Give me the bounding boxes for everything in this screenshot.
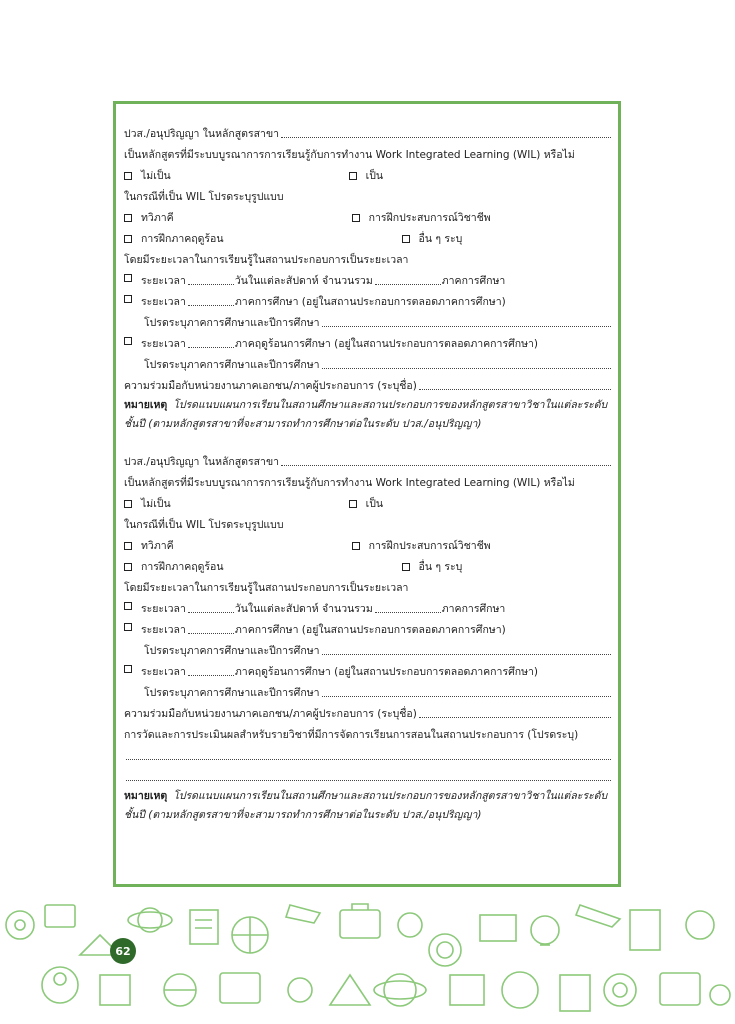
format-row-2 bbox=[124, 225, 612, 246]
checkbox-duration-3[interactable] bbox=[124, 665, 132, 673]
program-label: ปวส./อนุปริญญา ในหลักสูตรสาขา bbox=[124, 128, 280, 140]
duration-row-3 bbox=[124, 330, 612, 351]
duration-blank[interactable] bbox=[188, 675, 234, 676]
grid-icon bbox=[100, 975, 130, 1005]
duration-blank[interactable] bbox=[188, 612, 234, 613]
semester-year-label: โปรดระบุภาคการศึกษาและปีการศึกษา bbox=[144, 645, 320, 657]
summer-full-label: ภาคฤดูร้อนการศึกษา (อยู่ในสถานประกอบการตลอดภาคการศึกษา) bbox=[234, 338, 539, 350]
duration-row-1 bbox=[124, 267, 612, 288]
semester-year-line bbox=[124, 637, 612, 658]
duration-row-2 bbox=[124, 288, 612, 309]
format-summer-label: การฝึกภาคฤดูร้อน bbox=[141, 561, 224, 573]
semester-year-line bbox=[124, 309, 612, 330]
duration-label: ระยะเวลา bbox=[141, 296, 186, 308]
option-yes-label: เป็น bbox=[365, 498, 384, 510]
duration-blank[interactable] bbox=[188, 633, 234, 634]
format-practicum-label: การฝึกประสบการณ์วิชาชีพ bbox=[368, 540, 491, 552]
checkbox-not-wil[interactable] bbox=[124, 172, 132, 180]
checkbox-duration-1[interactable] bbox=[124, 274, 132, 282]
semester-year-blank[interactable] bbox=[322, 326, 611, 327]
summer-full-label: ภาคฤดูร้อนการศึกษา (อยู่ในสถานประกอบการตลอดภาคการศึกษา) bbox=[234, 666, 539, 678]
checkbox-duration-2[interactable] bbox=[124, 295, 132, 303]
semester-year-line-2 bbox=[124, 679, 612, 700]
presentation-icon bbox=[480, 915, 516, 941]
semester-year-label: โปรดระบุภาคการศึกษาและปีการศึกษา bbox=[144, 687, 320, 699]
semester-label: ภาคการศึกษา bbox=[441, 603, 506, 615]
checkbox-practicum[interactable] bbox=[352, 214, 360, 222]
gear-icon bbox=[686, 911, 714, 939]
checkbox-not-wil[interactable] bbox=[124, 500, 132, 508]
collaboration-blank[interactable] bbox=[419, 717, 611, 718]
duration-blank[interactable] bbox=[188, 284, 234, 285]
monitor-icon bbox=[660, 973, 700, 1005]
format-row-2 bbox=[124, 553, 612, 574]
assessment-blank-1[interactable] bbox=[124, 742, 612, 763]
assessment-blank[interactable] bbox=[126, 780, 611, 781]
semester-year-label: โปรดระบุภาคการศึกษาและปีการศึกษา bbox=[144, 359, 320, 371]
checkbox-duration-2[interactable] bbox=[124, 623, 132, 631]
program-line bbox=[124, 120, 612, 141]
program-line bbox=[124, 448, 612, 469]
duration-prompt: โดยมีระยะเวลาในการเรียนรู้ในสถานประกอบการเป็นระยะเวลา bbox=[124, 582, 409, 594]
note-1 bbox=[124, 393, 612, 434]
note-2 bbox=[124, 784, 612, 825]
wil-format-prompt: ในกรณีที่เป็น WIL โปรดระบุรูปแบบ bbox=[124, 519, 284, 531]
format-dual-label: ทวิภาคี bbox=[141, 540, 174, 552]
program-blank[interactable] bbox=[281, 465, 611, 466]
assessment-line: การวัดและการประเมินผลสำหรับรายวิชาที่มีการจัดการเรียนการสอนในสถานประกอบการ (โปรดระบุ) bbox=[124, 729, 579, 741]
checkbox-summer[interactable] bbox=[124, 235, 132, 243]
globe-icon bbox=[502, 972, 538, 1008]
semester-year-blank[interactable] bbox=[322, 696, 611, 697]
document-icon bbox=[630, 910, 660, 950]
monitor-icon bbox=[45, 905, 75, 927]
form-content bbox=[124, 120, 612, 825]
assessment-blank[interactable] bbox=[126, 759, 611, 760]
program-blank[interactable] bbox=[281, 137, 611, 138]
format-other-label: อื่น ๆ ระบุ bbox=[418, 561, 463, 573]
checkbox-summer[interactable] bbox=[124, 563, 132, 571]
format-other-label: อื่น ๆ ระบุ bbox=[418, 233, 463, 245]
semester-year-blank[interactable] bbox=[322, 654, 611, 655]
checkbox-other[interactable] bbox=[402, 563, 410, 571]
note-label: หมายเหตุ bbox=[124, 790, 168, 802]
collaboration-line bbox=[124, 372, 612, 393]
decorative-icon-pattern bbox=[0, 895, 735, 1024]
duration-prompt: โดยมีระยะเวลาในการเรียนรู้ในสถานประกอบการเป็นระยะเวลา bbox=[124, 254, 409, 266]
page-number-badge: 62 bbox=[110, 938, 136, 964]
duration-label: ระยะเวลา bbox=[141, 275, 186, 287]
checkbox-practicum[interactable] bbox=[352, 542, 360, 550]
note-label: หมายเหตุ bbox=[124, 399, 168, 411]
days-blank[interactable] bbox=[375, 284, 441, 285]
semester-year-line-2 bbox=[124, 351, 612, 372]
checkbox-is-wil[interactable] bbox=[349, 172, 357, 180]
format-summer-label: การฝึกภาคฤดูร้อน bbox=[141, 233, 224, 245]
collaboration-label: ความร่วมมือกับหน่วยงานภาคเอกชน/ภาคผู้ประกอบการ (ระบุชื่อ) bbox=[124, 380, 417, 392]
format-practicum-label: การฝึกประสบการณ์วิชาชีพ bbox=[368, 212, 491, 224]
duration-row-2 bbox=[124, 616, 612, 637]
bulb-icon bbox=[531, 916, 559, 944]
semester-full-label: ภาคการศึกษา (อยู่ในสถานประกอบการตลอดภาคการศึกษา) bbox=[234, 624, 506, 636]
collaboration-blank[interactable] bbox=[419, 389, 611, 390]
checkbox-dual[interactable] bbox=[124, 214, 132, 222]
checkbox-dual[interactable] bbox=[124, 542, 132, 550]
presentation-icon bbox=[450, 975, 484, 1005]
duration-label: ระยะเวลา bbox=[141, 338, 186, 350]
duration-label: ระยะเวลา bbox=[141, 666, 186, 678]
document-icon bbox=[190, 910, 218, 944]
note-text: โปรดแนบแผนการเรียนในสถานศึกษาและสถานประกอบการของหลักสูตรสาขาวิชาในแต่ละระดับชั้นปี (ตามหลักสูตรสาขาที่จะสามารถทำการศึกษาต่อในระดับ ปวส./อนุปริญญา) bbox=[124, 399, 608, 430]
duration-blank[interactable] bbox=[188, 305, 234, 306]
option-yes-label: เป็น bbox=[365, 170, 384, 182]
days-label: วันในแต่ละสัปดาห์ จำนวนรวม bbox=[234, 603, 373, 615]
days-label: วันในแต่ละสัปดาห์ จำนวนรวม bbox=[234, 275, 373, 287]
form-frame bbox=[113, 101, 621, 887]
semester-full-label: ภาคการศึกษา (อยู่ในสถานประกอบการตลอดภาคการศึกษา) bbox=[234, 296, 506, 308]
monitor-icon bbox=[220, 973, 260, 1003]
briefcase-icon bbox=[340, 910, 380, 938]
days-blank[interactable] bbox=[375, 612, 441, 613]
duration-blank[interactable] bbox=[188, 347, 234, 348]
collaboration-line bbox=[124, 700, 612, 721]
gear-icon bbox=[398, 913, 422, 937]
option-no-label: ไม่เป็น bbox=[141, 498, 171, 510]
program-label: ปวส./อนุปริญญา ในหลักสูตรสาขา bbox=[124, 456, 280, 468]
semester-year-blank[interactable] bbox=[322, 368, 611, 369]
duration-label: ระยะเวลา bbox=[141, 603, 186, 615]
target-icon bbox=[429, 934, 461, 966]
format-row-1 bbox=[124, 532, 612, 553]
checkbox-duration-1[interactable] bbox=[124, 602, 132, 610]
wil-options bbox=[124, 490, 612, 511]
checkbox-is-wil[interactable] bbox=[349, 500, 357, 508]
atom-icon bbox=[384, 974, 416, 1006]
semester-year-label: โปรดระบุภาคการศึกษาและปีการศึกษา bbox=[144, 317, 320, 329]
wil-options bbox=[124, 162, 612, 183]
duration-row-1 bbox=[124, 595, 612, 616]
duration-row-3 bbox=[124, 658, 612, 679]
wil-format-prompt: ในกรณีที่เป็น WIL โปรดระบุรูปแบบ bbox=[124, 191, 284, 203]
wil-question: เป็นหลักสูตรที่มีระบบบูรณาการการเรียนรู้กับการทำงาน Work Integrated Learning (WIL) หรือไม่ bbox=[124, 149, 575, 161]
semester-label: ภาคการศึกษา bbox=[441, 275, 506, 287]
format-dual-label: ทวิภาคี bbox=[141, 212, 174, 224]
gear-icon bbox=[288, 978, 312, 1002]
collaboration-label: ความร่วมมือกับหน่วยงานภาคเอกชน/ภาคผู้ประกอบการ (ระบุชื่อ) bbox=[124, 708, 417, 720]
format-row-1 bbox=[124, 204, 612, 225]
telescope-icon bbox=[286, 905, 320, 923]
telescope-icon bbox=[576, 905, 620, 927]
wil-question: เป็นหลักสูตรที่มีระบบบูรณาการการเรียนรู้กับการทำงาน Work Integrated Learning (WIL) หรือไม่ bbox=[124, 477, 575, 489]
warning-icon bbox=[330, 975, 370, 1005]
assessment-blank-2[interactable] bbox=[124, 763, 612, 784]
checkbox-other[interactable] bbox=[402, 235, 410, 243]
target-icon bbox=[604, 974, 636, 1006]
checkbox-duration-3[interactable] bbox=[124, 337, 132, 345]
option-no-label: ไม่เป็น bbox=[141, 170, 171, 182]
gear-icon bbox=[6, 911, 34, 939]
note-text: โปรดแนบแผนการเรียนในสถานศึกษาและสถานประกอบการของหลักสูตรสาขาวิชาในแต่ละระดับชั้นปี (ตามหลักสูตรสาขาที่จะสามารถทำการศึกษาต่อในระดับ ปวส./อนุปริญญา) bbox=[124, 790, 608, 821]
document-icon bbox=[560, 975, 590, 1011]
gear-icon bbox=[710, 985, 730, 1005]
duration-label: ระยะเวลา bbox=[141, 624, 186, 636]
